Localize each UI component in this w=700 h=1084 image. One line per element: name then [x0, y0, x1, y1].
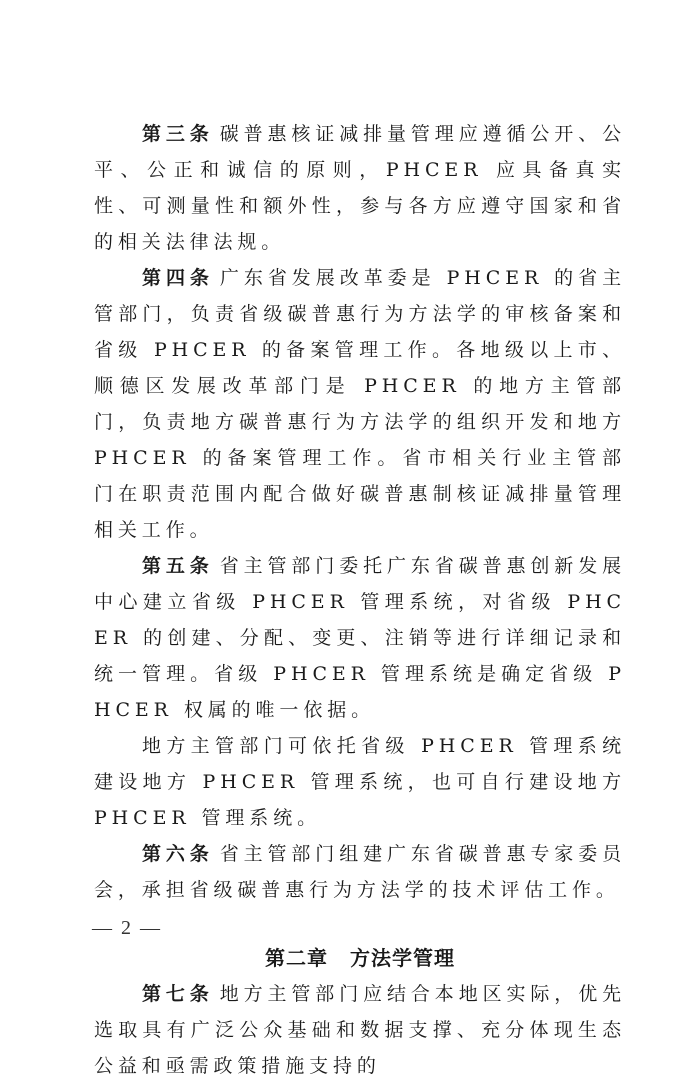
article-label: 第六条 — [142, 843, 214, 865]
article-text: 省主管部门组建广东省碳普惠专家委员会，承担省级碳普惠行为方法学的技术评估工作。 — [94, 843, 627, 901]
article-text: 碳普惠核证减排量管理应遵循公开、公平、公正和诚信的原则，PHCER 应具备真实性、可测量性和额外性，参与各方应遵守国家和省的相关法律法规。 — [94, 123, 627, 253]
article-label: 第七条 — [142, 983, 214, 1005]
article-7 — [94, 976, 626, 1084]
document-page — [94, 116, 626, 1084]
article-5 — [94, 548, 626, 728]
article-text: 广东省发展改革委是 PHCER 的省主管部门，负责省级碳普惠行为方法学的审核备案和省级 PHCER 的备案管理工作。各地级以上市、顺德区发展改革部门是 PHCER 的地方主管部门，负责地方碳普惠行为方法学的组织开发和地方 PHCER 的备案管理工作。省市相关行业主管部门在职责范围内配合做好碳普惠制核证减排量管理相关工作。 — [94, 267, 627, 541]
article-3 — [94, 116, 626, 260]
article-text: 地方主管部门应结合本地区实际，优先选取具有广泛公众基础和数据支撑、充分体现生态公益和亟需政策措施支持的 — [94, 983, 627, 1077]
chapter-number: 第二章 — [265, 946, 328, 970]
article-label: 第三条 — [142, 123, 214, 145]
article-6 — [94, 836, 626, 908]
article-4 — [94, 260, 626, 548]
chapter-heading — [94, 940, 626, 976]
page-number: — 2 — — [92, 917, 162, 939]
article-label: 第四条 — [142, 267, 214, 289]
chapter-title: 方法学管理 — [350, 946, 455, 970]
article-text: 地方主管部门可依托省级 PHCER 管理系统建设地方 PHCER 管理系统，也可自行建设地方 PHCER 管理系统。 — [94, 735, 626, 829]
article-5-paragraph-2 — [94, 728, 626, 836]
article-text: 省主管部门委托广东省碳普惠创新发展中心建立省级 PHCER 管理系统，对省级 PHCER 的创建、分配、变更、注销等进行详细记录和统一管理。省级 PHCER 管理系统是确定省级 PHCER 权属的唯一依据。 — [94, 555, 627, 721]
article-label: 第五条 — [142, 555, 214, 577]
